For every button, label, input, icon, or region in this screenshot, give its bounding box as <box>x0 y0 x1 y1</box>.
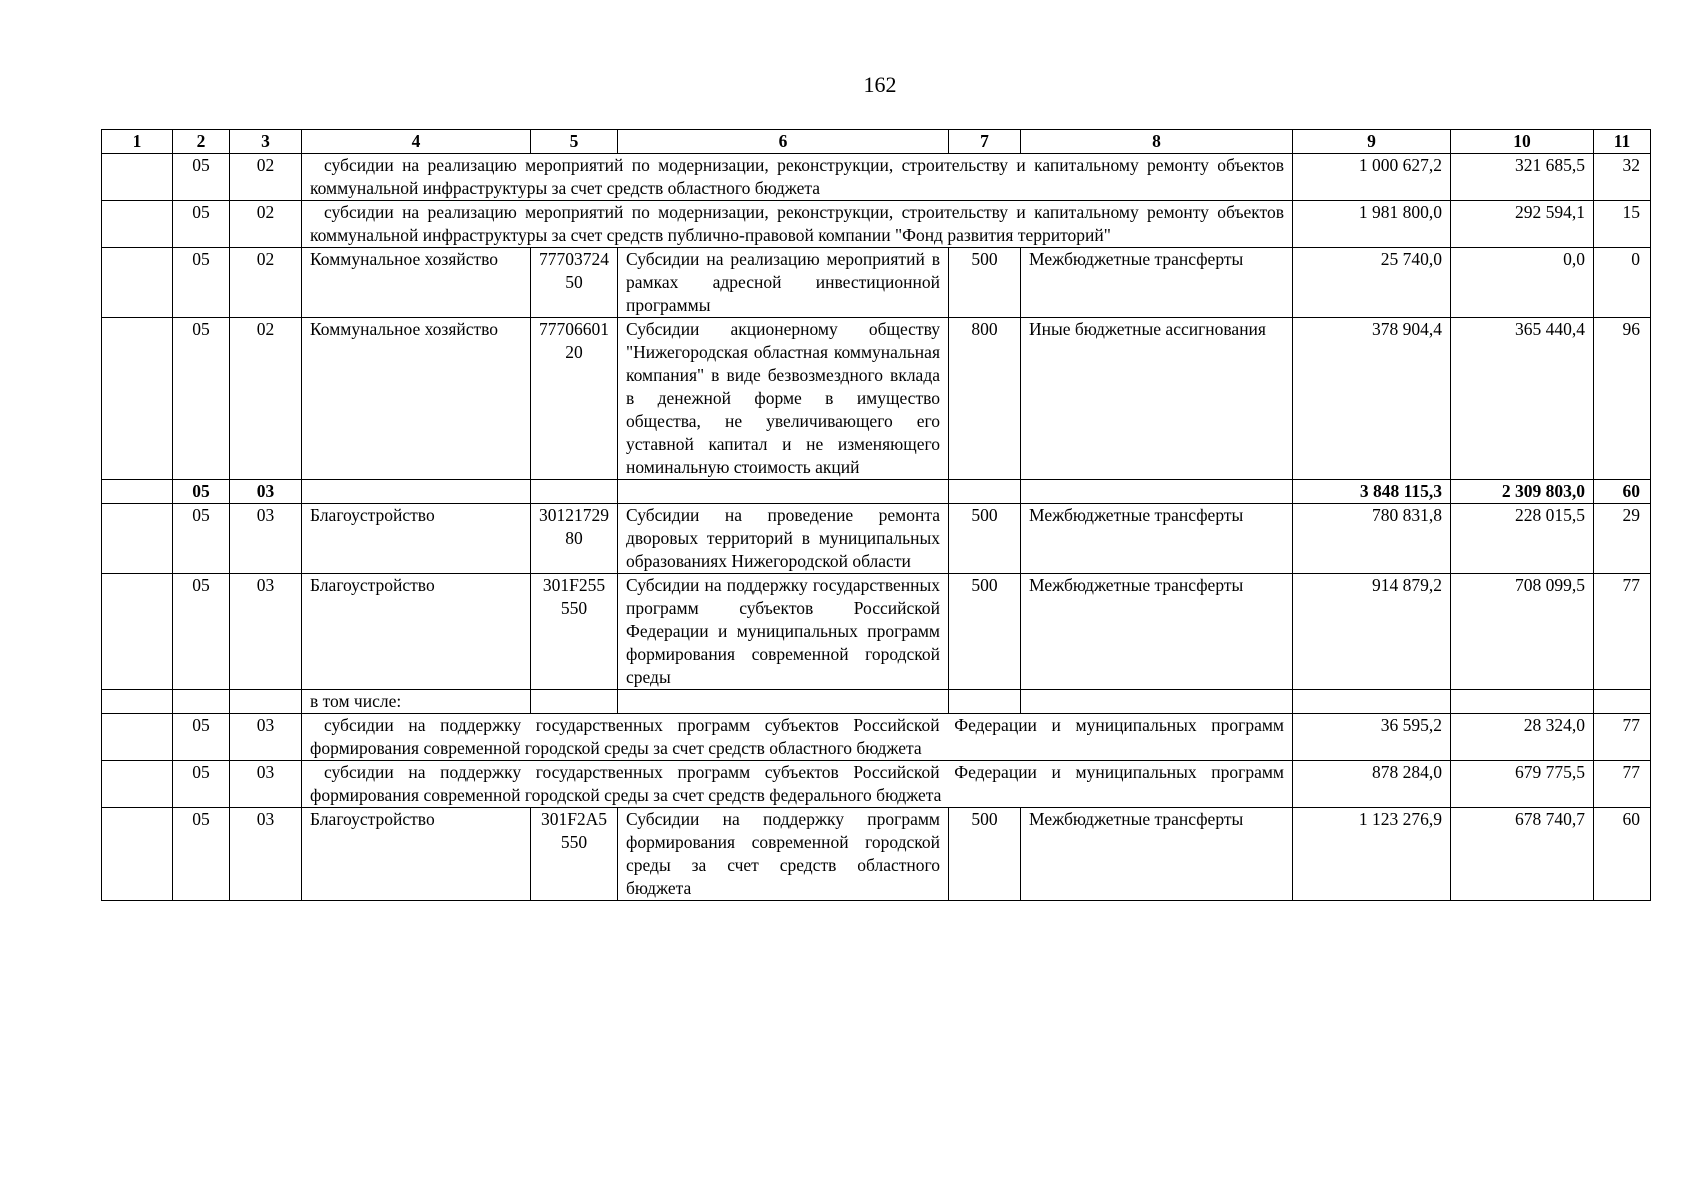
cell-note: в том числе: <box>302 690 531 714</box>
cell-section-name: Благоустройство <box>302 808 531 901</box>
header-cell: 8 <box>1021 130 1293 154</box>
table-row <box>102 201 1651 248</box>
header-cell: 2 <box>173 130 230 154</box>
cell-section-name: Коммунальное хозяйство <box>302 318 531 480</box>
cell-subsection-code: 02 <box>230 201 302 248</box>
cell-subsection-code: 02 <box>230 318 302 480</box>
cell-percent: 15 <box>1594 201 1651 248</box>
cell-target-code: 301F2A5550 <box>531 808 618 901</box>
table-row <box>102 248 1651 318</box>
cell-target-code: 3012172980 <box>531 504 618 574</box>
cell-fact: 2 309 803,0 <box>1451 480 1594 504</box>
header-cell: 4 <box>302 130 531 154</box>
cell-percent: 77 <box>1594 761 1651 808</box>
cell-subsection-code: 03 <box>230 761 302 808</box>
cell-section-code: 05 <box>173 574 230 690</box>
cell-fact: 365 440,4 <box>1451 318 1594 480</box>
cell-expense-type: 500 <box>949 504 1021 574</box>
header-cell: 1 <box>102 130 173 154</box>
cell-section-name: Благоустройство <box>302 574 531 690</box>
header-cell: 10 <box>1451 130 1594 154</box>
cell-fact: 28 324,0 <box>1451 714 1594 761</box>
cell-subsection-code: 03 <box>230 808 302 901</box>
budget-table <box>101 129 1651 901</box>
cell-empty <box>1594 690 1651 714</box>
cell-percent: 60 <box>1594 480 1651 504</box>
cell-empty <box>949 480 1021 504</box>
cell-target-name: Субсидии на поддержку программ формирования современной городской среды за счет средств областного бюджета <box>618 808 949 901</box>
cell-empty <box>102 318 173 480</box>
cell-empty <box>102 201 173 248</box>
cell-subsection-code: 03 <box>230 714 302 761</box>
cell-empty <box>531 690 618 714</box>
cell-fact: 0,0 <box>1451 248 1594 318</box>
cell-target-name: Субсидии на поддержку государственных программ субъектов Российской Федерации и муниципальных программ формирования современной городской среды <box>618 574 949 690</box>
cell-empty <box>102 504 173 574</box>
cell-percent: 0 <box>1594 248 1651 318</box>
cell-subsection-code: 03 <box>230 480 302 504</box>
cell-empty <box>1451 690 1594 714</box>
cell-fact: 292 594,1 <box>1451 201 1594 248</box>
table-row <box>102 714 1651 761</box>
cell-description: субсидии на реализацию мероприятий по модернизации, реконструкции, строительству и капитальному ремонту объектов коммунальной инфраструктуры за счет средств областного бюджета <box>302 154 1293 201</box>
cell-expense-type: 800 <box>949 318 1021 480</box>
table-row <box>102 504 1651 574</box>
cell-empty <box>618 480 949 504</box>
table-row-total <box>102 480 1651 504</box>
cell-plan: 1 981 800,0 <box>1293 201 1451 248</box>
cell-expense-type-name: Межбюджетные трансферты <box>1021 808 1293 901</box>
cell-percent: 29 <box>1594 504 1651 574</box>
table-row <box>102 808 1651 901</box>
cell-empty <box>102 761 173 808</box>
cell-empty <box>1293 690 1451 714</box>
cell-plan: 1 123 276,9 <box>1293 808 1451 901</box>
cell-section-code: 05 <box>173 154 230 201</box>
cell-section-code: 05 <box>173 318 230 480</box>
cell-empty <box>531 480 618 504</box>
cell-subsection-code: 03 <box>230 504 302 574</box>
cell-percent: 60 <box>1594 808 1651 901</box>
header-cell: 5 <box>531 130 618 154</box>
cell-percent: 96 <box>1594 318 1651 480</box>
cell-section-name: Благоустройство <box>302 504 531 574</box>
table-row <box>102 154 1651 201</box>
cell-empty <box>102 690 173 714</box>
cell-section-code: 05 <box>173 761 230 808</box>
cell-description: субсидии на реализацию мероприятий по модернизации, реконструкции, строительству и капитальному ремонту объектов коммунальной инфраструктуры за счет средств публично-правовой компании "Фонд развития территорий" <box>302 201 1293 248</box>
cell-empty <box>102 574 173 690</box>
cell-section-code: 05 <box>173 201 230 248</box>
cell-fact: 321 685,5 <box>1451 154 1594 201</box>
cell-target-name: Субсидии акционерному обществу "Нижегородская областная коммунальная компания" в виде безвозмездного вклада в денежной форме в имущество общества, не увеличивающего его уставной капитал и не изменяющего номинальную стоимость акций <box>618 318 949 480</box>
header-cell: 6 <box>618 130 949 154</box>
table-row <box>102 761 1651 808</box>
cell-percent: 77 <box>1594 714 1651 761</box>
cell-plan: 780 831,8 <box>1293 504 1451 574</box>
cell-empty <box>102 154 173 201</box>
header-cell: 7 <box>949 130 1021 154</box>
cell-subsection-code: 02 <box>230 154 302 201</box>
cell-percent: 77 <box>1594 574 1651 690</box>
header-cell: 11 <box>1594 130 1651 154</box>
cell-empty <box>173 690 230 714</box>
cell-target-name: Субсидии на проведение ремонта дворовых территорий в муниципальных образованиях Нижегородской области <box>618 504 949 574</box>
cell-empty <box>618 690 949 714</box>
table-row <box>102 318 1651 480</box>
cell-expense-type-name: Межбюджетные трансферты <box>1021 574 1293 690</box>
cell-plan: 914 879,2 <box>1293 574 1451 690</box>
cell-section-code: 05 <box>173 480 230 504</box>
cell-empty <box>102 248 173 318</box>
cell-fact: 708 099,5 <box>1451 574 1594 690</box>
page-number: 162 <box>863 72 897 97</box>
cell-section-name: Коммунальное хозяйство <box>302 248 531 318</box>
cell-empty <box>1021 690 1293 714</box>
cell-fact: 678 740,7 <box>1451 808 1594 901</box>
cell-empty <box>230 690 302 714</box>
cell-plan: 1 000 627,2 <box>1293 154 1451 201</box>
cell-percent: 32 <box>1594 154 1651 201</box>
cell-fact: 228 015,5 <box>1451 504 1594 574</box>
cell-empty <box>949 690 1021 714</box>
header-cell: 3 <box>230 130 302 154</box>
cell-section-code: 05 <box>173 504 230 574</box>
cell-target-code: 301F255550 <box>531 574 618 690</box>
cell-plan: 3 848 115,3 <box>1293 480 1451 504</box>
cell-expense-type-name: Межбюджетные трансферты <box>1021 248 1293 318</box>
cell-subsection-code: 03 <box>230 574 302 690</box>
cell-empty <box>302 480 531 504</box>
cell-target-code: 7770372450 <box>531 248 618 318</box>
cell-description: субсидии на поддержку государственных программ субъектов Российской Федерации и муниципальных программ формирования современной городской среды за счет средств федерального бюджета <box>302 761 1293 808</box>
table-row-note <box>102 690 1651 714</box>
table-row <box>102 574 1651 690</box>
cell-empty <box>102 480 173 504</box>
cell-expense-type: 500 <box>949 574 1021 690</box>
cell-subsection-code: 02 <box>230 248 302 318</box>
cell-plan: 378 904,4 <box>1293 318 1451 480</box>
cell-expense-type: 500 <box>949 808 1021 901</box>
cell-target-name: Субсидии на реализацию мероприятий в рамках адресной инвестиционной программы <box>618 248 949 318</box>
cell-plan: 25 740,0 <box>1293 248 1451 318</box>
cell-section-code: 05 <box>173 808 230 901</box>
cell-plan: 878 284,0 <box>1293 761 1451 808</box>
cell-expense-type: 500 <box>949 248 1021 318</box>
cell-plan: 36 595,2 <box>1293 714 1451 761</box>
header-cell: 9 <box>1293 130 1451 154</box>
cell-fact: 679 775,5 <box>1451 761 1594 808</box>
cell-target-code: 7770660120 <box>531 318 618 480</box>
cell-expense-type-name: Иные бюджетные ассигнования <box>1021 318 1293 480</box>
cell-section-code: 05 <box>173 248 230 318</box>
cell-empty <box>1021 480 1293 504</box>
cell-section-code: 05 <box>173 714 230 761</box>
cell-empty <box>102 808 173 901</box>
cell-description: субсидии на поддержку государственных программ субъектов Российской Федерации и муниципальных программ формирования современной городской среды за счет средств областного бюджета <box>302 714 1293 761</box>
cell-empty <box>102 714 173 761</box>
header-row <box>102 130 1651 154</box>
cell-expense-type-name: Межбюджетные трансферты <box>1021 504 1293 574</box>
